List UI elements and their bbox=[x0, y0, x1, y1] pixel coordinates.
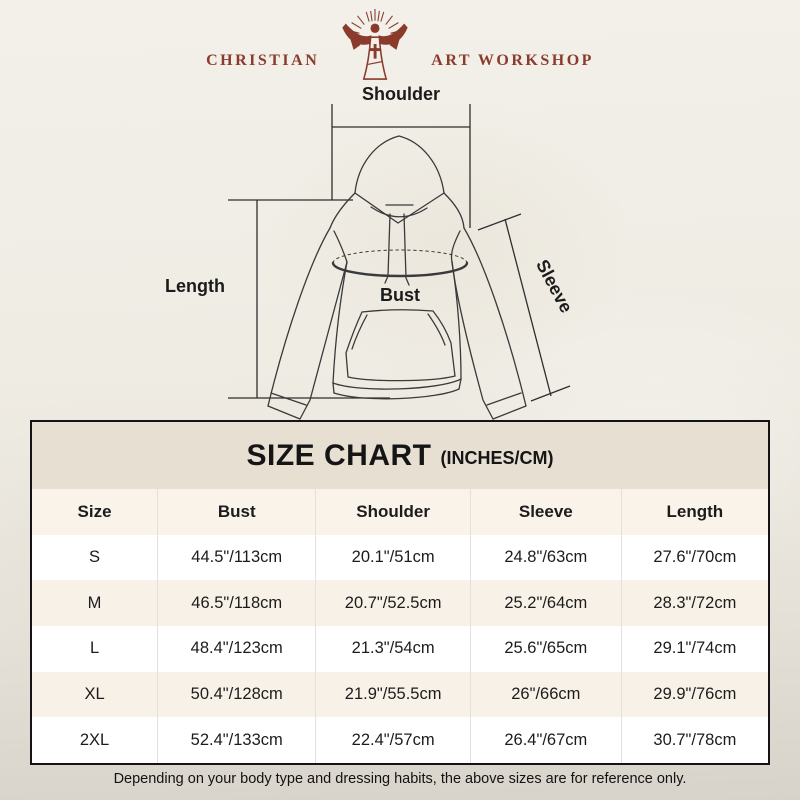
jesus-radiant-cross-icon bbox=[331, 8, 419, 82]
sleeve-label: Sleeve bbox=[532, 256, 577, 317]
brand-logo bbox=[0, 6, 800, 82]
brand-text-right: ART WORKSHOP bbox=[431, 52, 594, 69]
shoulder-label: Shoulder bbox=[361, 84, 441, 104]
sleeve-value: 25.6"/65cm bbox=[470, 626, 621, 672]
bust-value: 46.5"/118cm bbox=[157, 580, 315, 626]
size-value: 2XL bbox=[79, 730, 110, 749]
sleeve-value: 26.4"/67cm bbox=[470, 717, 621, 763]
column-header-size: Size bbox=[77, 501, 112, 521]
size-chart-table bbox=[30, 420, 770, 765]
brand-text-left: CHRISTIAN bbox=[206, 52, 320, 69]
table-row bbox=[32, 580, 768, 626]
table-row bbox=[32, 626, 768, 672]
table-row bbox=[32, 672, 768, 718]
shoulder-value: 20.7"/52.5cm bbox=[315, 580, 470, 626]
bust-value: 50.4"/128cm bbox=[157, 672, 315, 718]
shoulder-value: 21.3"/54cm bbox=[315, 626, 470, 672]
measurement-lines bbox=[228, 104, 570, 401]
length-value: 29.1"/74cm bbox=[621, 626, 768, 672]
disclaimer-text: Depending on your body type and dressing habits, the above sizes are for reference only. bbox=[113, 771, 687, 787]
bust-value: 48.4"/123cm bbox=[157, 626, 315, 672]
size-chart-unit-note: (INCHES/CM) bbox=[440, 448, 554, 468]
size-value: S bbox=[89, 548, 101, 566]
sleeve-value: 24.8"/63cm bbox=[470, 535, 621, 581]
size-chart-title-band bbox=[32, 422, 768, 489]
size-value: M bbox=[87, 593, 102, 612]
column-header-length: Length bbox=[621, 489, 768, 535]
size-chart-title: SIZE CHART bbox=[246, 438, 432, 472]
length-value: 29.9"/76cm bbox=[621, 672, 768, 718]
bust-value: 44.5"/113cm bbox=[157, 535, 315, 581]
length-value: 28.3"/72cm bbox=[621, 580, 768, 626]
shoulder-value: 20.1"/51cm bbox=[315, 535, 470, 581]
sleeve-value: 26"/66cm bbox=[470, 672, 621, 718]
table-header-row bbox=[32, 489, 768, 535]
column-header-bust: Bust bbox=[157, 489, 315, 535]
sleeve-value: 25.2"/64cm bbox=[470, 580, 621, 626]
hoodie-outline bbox=[268, 136, 526, 419]
bust-label: Bust bbox=[380, 285, 420, 305]
length-value: 27.6"/70cm bbox=[621, 535, 768, 581]
hoodie-measurement-diagram bbox=[0, 80, 800, 425]
shoulder-value: 21.9"/55.5cm bbox=[315, 672, 470, 718]
bust-value: 52.4"/133cm bbox=[157, 717, 315, 763]
column-header-shoulder: Shoulder bbox=[315, 489, 470, 535]
shoulder-value: 22.4"/57cm bbox=[315, 717, 470, 763]
length-value: 30.7"/78cm bbox=[621, 717, 768, 763]
size-value: XL bbox=[84, 685, 105, 704]
column-header-sleeve: Sleeve bbox=[470, 489, 621, 535]
table-row bbox=[32, 535, 768, 581]
size-value: L bbox=[89, 639, 100, 658]
table-row bbox=[32, 717, 768, 763]
length-label: Length bbox=[165, 276, 225, 296]
